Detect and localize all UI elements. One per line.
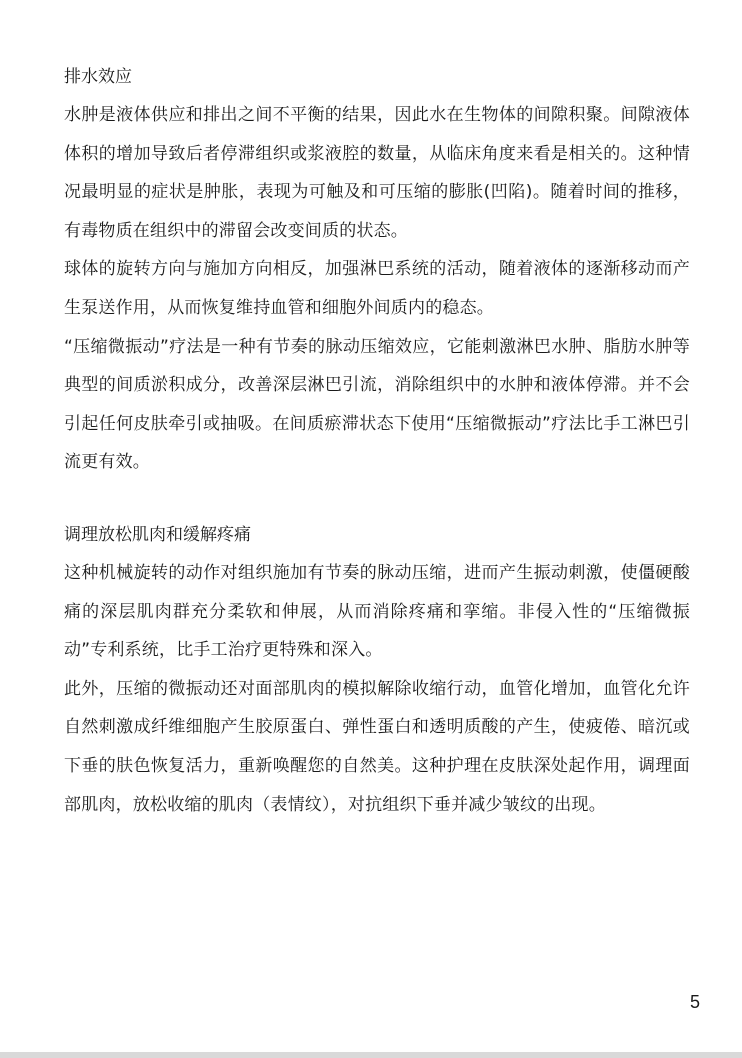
paragraph: 此外，压缩的微振动还对面部肌肉的模拟解除收缩行动，血管化增加，血管化允许自然刺激成纤维细胞产生胶原蛋白、弹性蛋白和透明质酸的产生，使疲倦、暗沉或下垂的肤色恢复活力，重新唤醒您的自然美。这种护理在皮肤深处起作用，调理面部肌肉，放松收缩的肌肉（表情纹），对抗组织下垂并减少皱纹的出现。 <box>64 678 690 815</box>
section-muscle-relief <box>64 520 690 824</box>
page-content <box>64 62 690 824</box>
page-number: 5 <box>690 992 701 1012</box>
paragraph: 球体的旋转方向与施加方向相反，加强淋巴系统的活动，随着液体的逐渐移动而产生泵送作用，从而恢复维持血管和细胞外间质内的稳态。 <box>64 259 690 318</box>
paragraph: “压缩微振动”疗法是一种有节奏的脉动压缩效应，它能刺激淋巴水肿、脂肪水肿等典型的间质淤积成分，改善深层淋巴引流，消除组织中的水肿和液体停滞。并不会引起任何皮肤牵引或抽吸。在间质瘀滞状态下使用“压缩微振动”疗法比手工淋巴引流更有效。 <box>64 336 690 473</box>
paragraph: 水肿是液体供应和排出之间不平衡的结果，因此水在生物体的间隙积聚。间隙液体体积的增加导致后者停滞组织或浆液腔的数量，从临床角度来看是相关的。这种情况最明显的症状是肿胀，表现为可触及和可压缩的膨胀(凹陷)。随着时间的推移，有毒物质在组织中的滞留会改变间质的状态。 <box>64 105 690 241</box>
section-spacer <box>64 482 690 520</box>
section-heading: 排水效应 <box>64 67 132 87</box>
section-heading: 调理放松肌肉和缓解疼痛 <box>64 524 251 545</box>
page-bottom-edge <box>0 1052 742 1058</box>
section-drainage <box>64 62 690 482</box>
paragraph: 这种机械旋转的动作对组织施加有节奏的脉动压缩，进而产生振动刺激，使僵硬酸痛的深层肌肉群充分柔软和伸展，从而消除疼痛和挛缩。非侵入性的“压缩微振动”专利系统，比手工治疗更特殊和深入。 <box>64 562 690 661</box>
